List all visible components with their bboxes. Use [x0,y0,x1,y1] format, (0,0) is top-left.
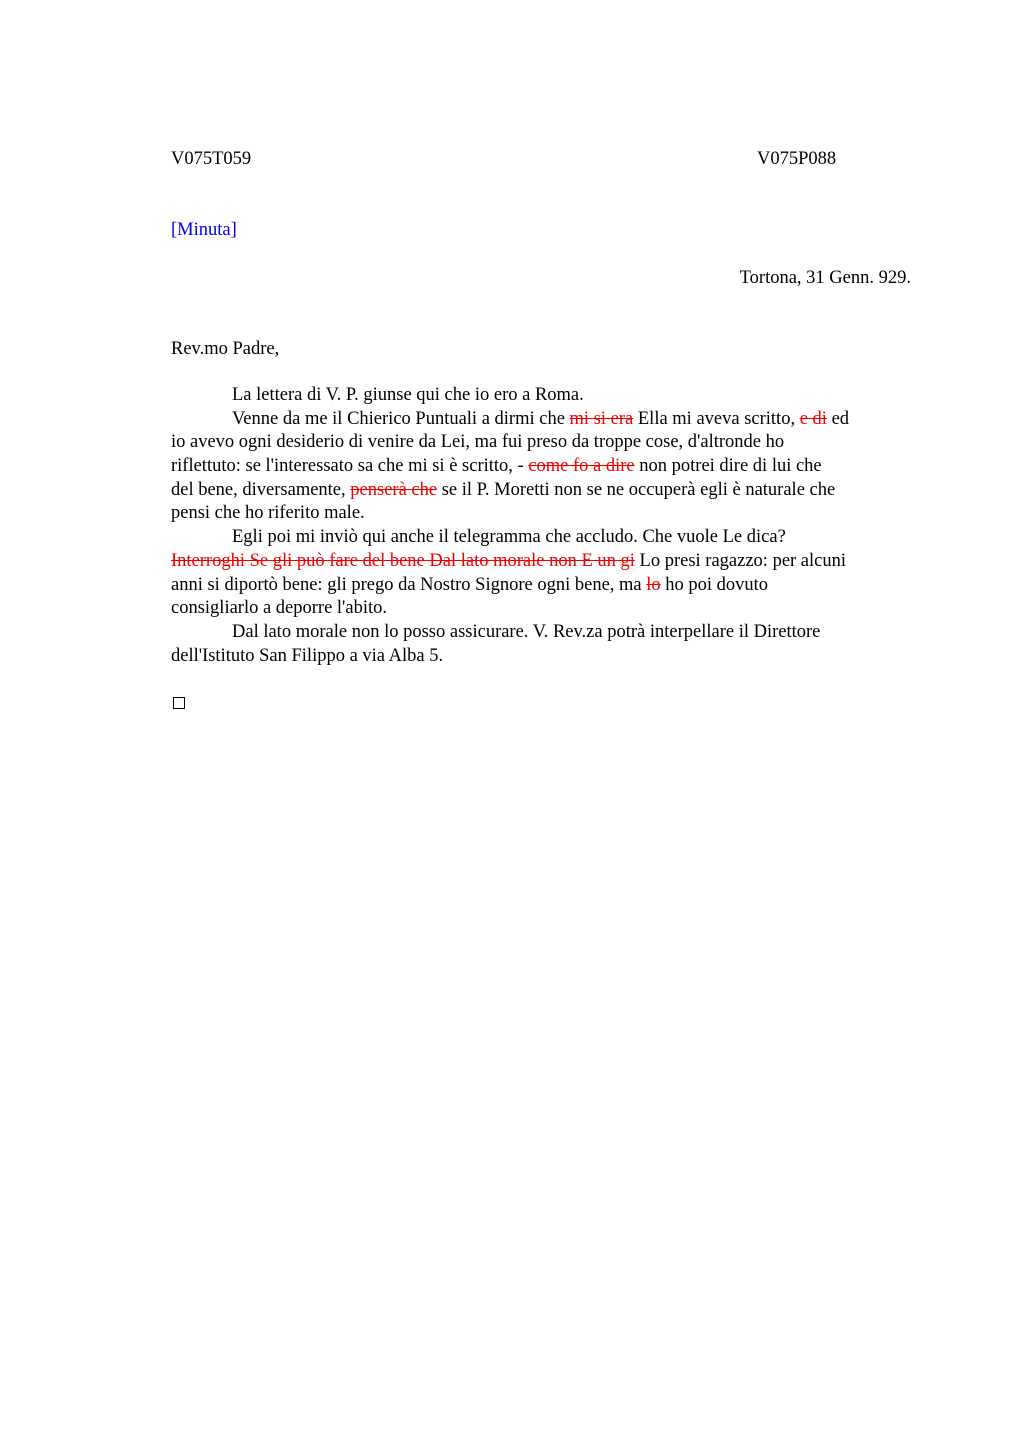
salutation: Rev.mo Padre, [171,339,280,359]
body-line [171,621,931,645]
deleted-text: come fo a dire [528,456,635,477]
body-line [171,550,931,574]
body-text-span: io avevo ogni desiderio di venire da Lei, ma fui preso da troppe cose, d'altronde ho [171,432,785,453]
body-text-span: Venne da me il Chierico Puntuali a dirmi che [232,408,570,429]
body-text-span: Lo presi ragazzo: per alcuni [634,550,847,571]
body-line [171,526,931,550]
body-text-span: del bene, diversamente, [171,479,351,500]
document-code-right: V075P088 [757,149,837,169]
body-text-span: consigliarlo a deporre l'abito. [171,598,388,619]
body-line [171,384,931,408]
square-outline-icon [173,697,185,709]
body-text-span: ed [826,408,850,429]
body-text-span: Egli poi mi inviò qui anche il telegramma che accludo. Che vuole Le dica? [232,527,786,548]
body-text-span: La lettera di V. P. giunse qui che io ero a Roma. [232,385,584,405]
body-text-span: anni si diportò bene: gli prego da Nostro Signore ogni bene, ma [171,574,647,595]
deleted-text: lo [646,574,661,595]
body-text-span: se il P. Moretti non se ne occuperà egli è naturale che [437,479,836,500]
deleted-text: mi si era [569,408,634,429]
body-text-span: Ella mi aveva scritto, [633,408,800,429]
deleted-text: penserà che [350,479,438,500]
body-text-span: pensi che ho riferito male. [171,503,365,524]
body-line [171,502,931,526]
letter-body [171,384,931,668]
body-line [171,574,931,598]
body-line [171,645,931,669]
body-line [171,597,931,621]
body-text-span: riflettuto: se l'interessato sa che mi si è scritto, - [171,456,529,477]
body-line [171,408,931,432]
body-text-span: Dal lato morale non lo posso assicurare. V. Rev.za potrà interpellare il Direttore [232,621,821,642]
deleted-text: Interroghi Se gli può fare del bene Dal lato morale non E un gi [171,550,635,571]
deleted-text: e di [799,408,827,429]
body-line [171,479,931,503]
letter-date: Tortona, 31 Genn. 929. [739,268,911,288]
body-text-span: ho poi dovuto [660,574,769,595]
body-line [171,455,931,479]
body-text-span: non potrei dire di lui che [634,456,822,477]
body-line [171,431,931,455]
body-text-span: dell'Istituto San Filippo a via Alba 5. [171,645,444,666]
draft-note: [Minuta] [171,220,237,240]
document-code-left: V075T059 [171,149,252,169]
